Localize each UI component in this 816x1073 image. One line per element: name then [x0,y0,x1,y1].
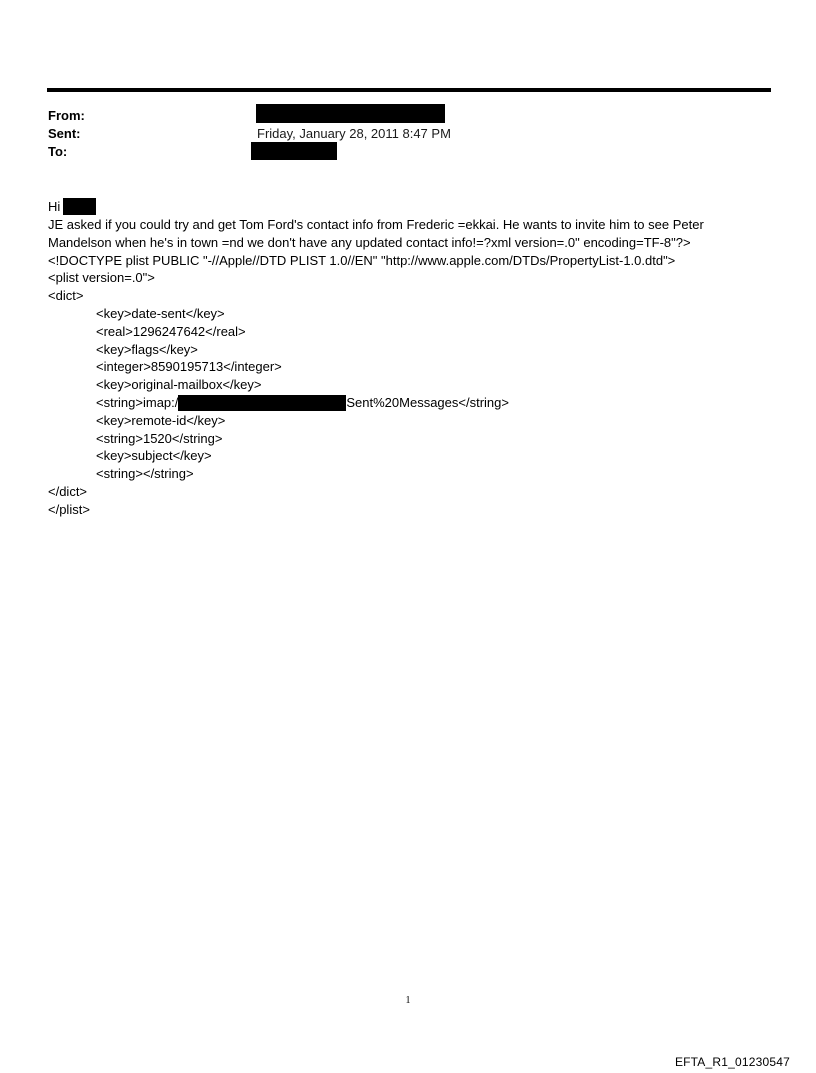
plist-entry: <string></string> [96,466,194,482]
redacted-recipient [251,142,337,160]
greeting-line [48,198,768,216]
plist-entry: <key>remote-id</key> [96,412,226,428]
from-label: From: [48,108,85,123]
plist-close-line: </plist> [48,501,90,517]
to-row [48,143,748,161]
page-number: 1 [405,995,411,1006]
document-id: EFTA_R1_01230547 [674,1055,790,1069]
sent-label: Sent: [48,126,81,141]
plist-entry: <integer>8590195713</integer> [96,359,282,375]
plist-entry: <key>subject</key> [96,448,212,464]
greeting-text: Hi [48,199,61,214]
plist-entry: <real>1296247642</real> [96,323,246,339]
redacted-mailbox [178,395,346,411]
email-body [48,198,768,519]
from-row [48,107,748,125]
doctype-line: <!DOCTYPE plist PUBLIC "-//Apple//DTD PLIST 1.0//EN" "http://www.apple.com/DTDs/PropertyList-1.0.dtd"> [48,252,676,268]
plist-open-line: <plist version=.0"> [48,270,155,286]
body-line-1: JE asked if you could try and get Tom Ford's contact info from Frederic =ekkai. He wants to invite him to see Peter [48,217,704,233]
plist-entry: <key>flags</key> [96,341,198,357]
redacted-sender [256,104,445,123]
sent-value: Friday, January 28, 2011 8:47 PM [257,126,451,141]
email-header [48,107,748,161]
plist-entry: <string>1520</string> [96,430,223,446]
sent-row [48,125,748,143]
header-divider [47,88,771,92]
plist-entry: <key>date-sent</key> [96,306,225,322]
redacted-name [63,198,96,215]
dict-open-line: <dict> [48,288,84,304]
dict-close-line: </dict> [48,484,88,500]
plist-entry: <key>original-mailbox</key> [96,377,262,393]
imap-suffix: Sent%20Messages</string> [346,395,509,411]
imap-prefix: <string>imap:/ [96,395,179,411]
to-label: To: [48,144,68,159]
imap-line [48,394,768,412]
body-line-2: Mandelson when he's in town =nd we don't have any updated contact info!=?xml version=.0" encoding=TF-8"?> [48,234,691,250]
